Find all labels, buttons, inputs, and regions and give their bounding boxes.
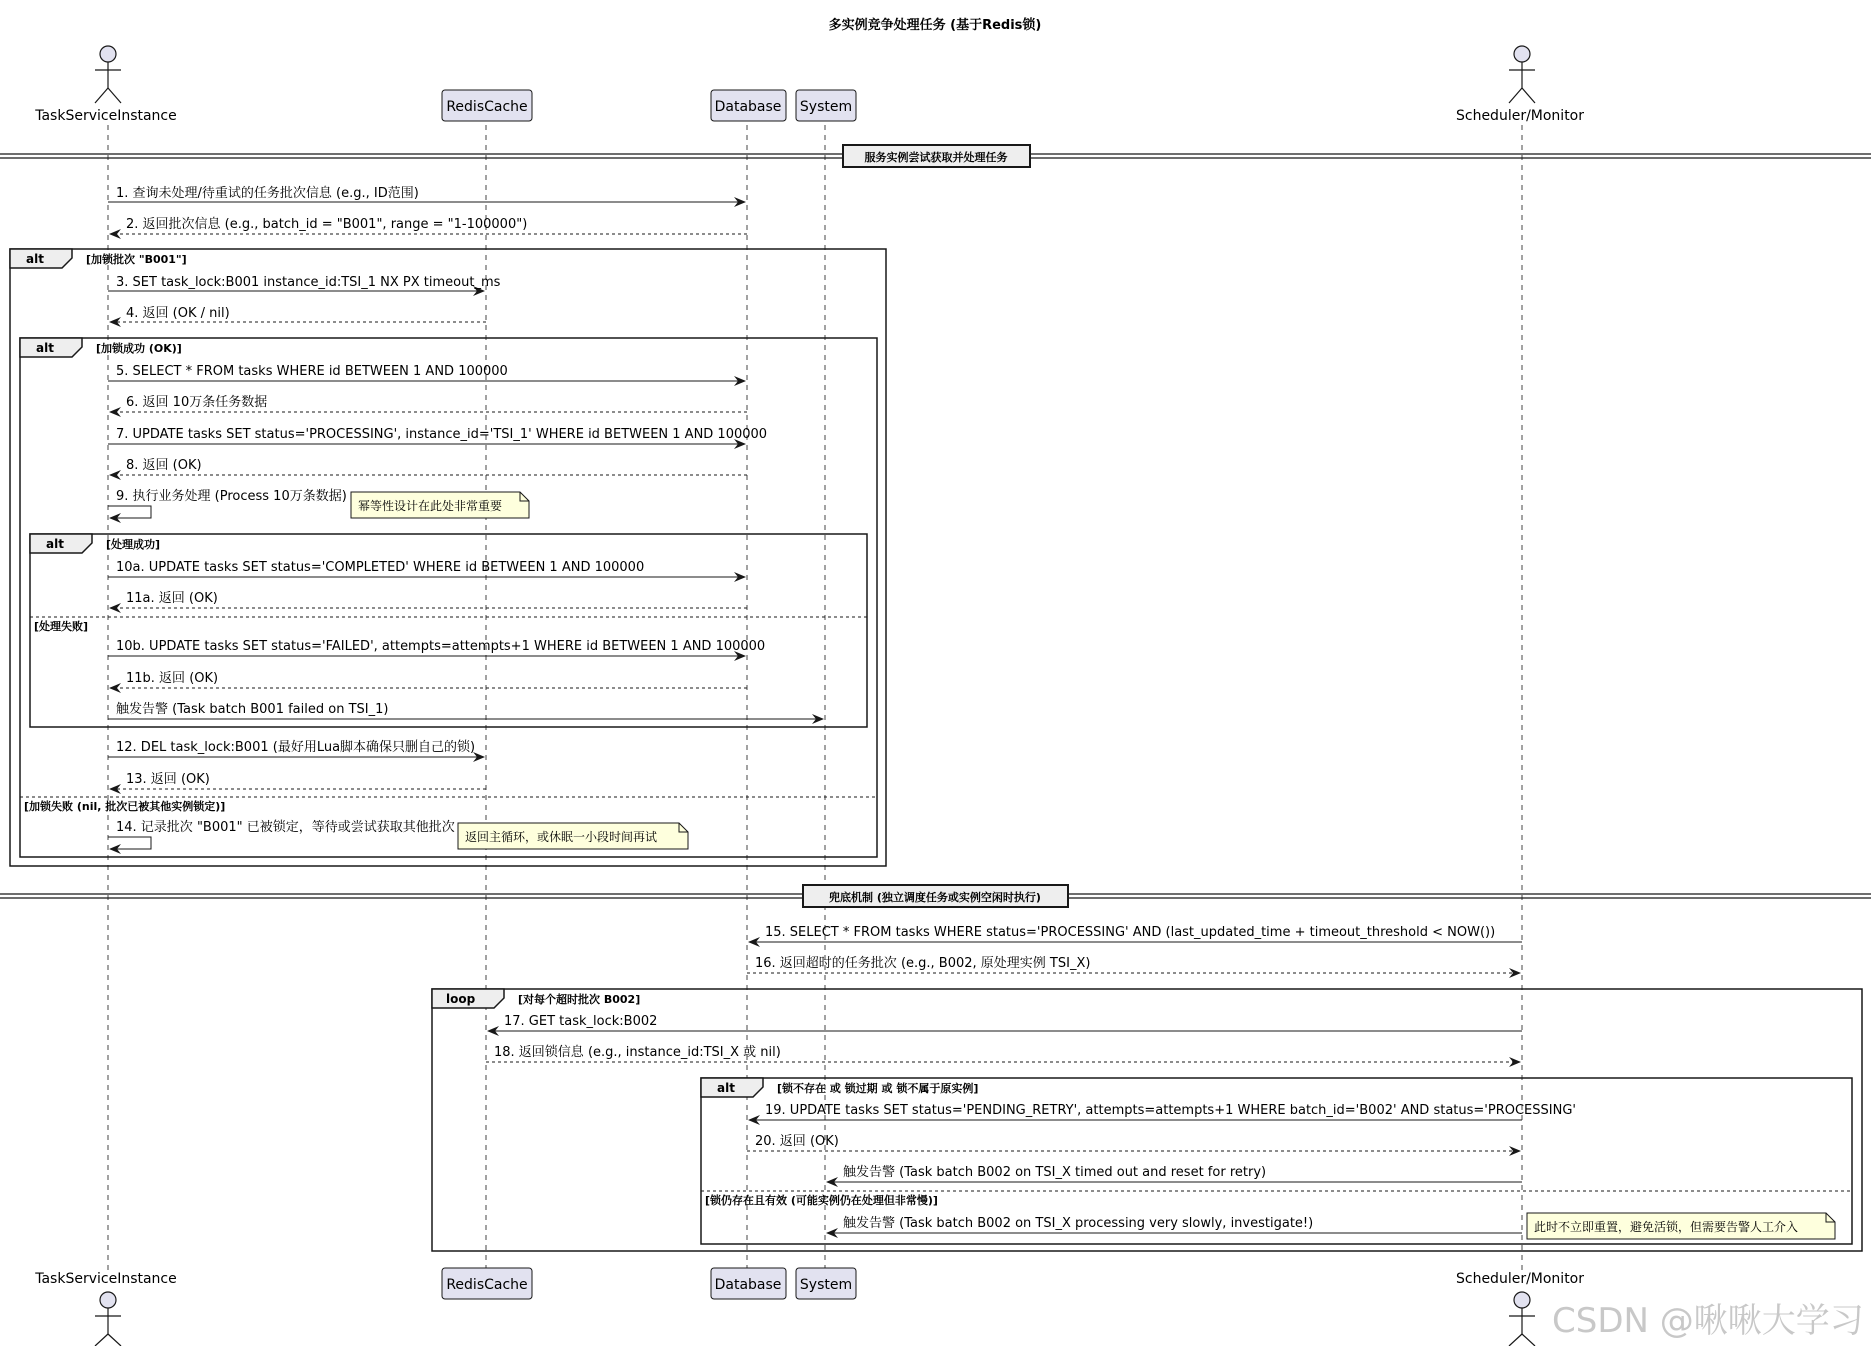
message-m7: 7. UPDATE tasks SET status='PROCESSING', instance_id='TSI_1' WHERE id BETWEEN 1 AND 100000 — [116, 427, 768, 442]
message-m10a: 10a. UPDATE tasks SET status='COMPLETED' WHERE id BETWEEN 1 AND 100000 — [116, 560, 645, 575]
diagram-title: 多实例竞争处理任务 (基于Redis锁) — [828, 18, 1042, 33]
divider-1 — [0, 145, 1871, 167]
fragment-alt-lock-check-guard: [锁不存在 或 锁过期 或 锁不属于原实例] — [777, 1082, 979, 1095]
message-m8: 8. 返回 (OK) — [126, 458, 202, 473]
fragment-alt-process-result-guard: [处理成功] — [106, 538, 161, 551]
arrow-m14-self — [108, 837, 151, 849]
participant-scheduler-monitor-label-bottom: Scheduler/Monitor — [1455, 1271, 1585, 1287]
fragment-alt-process-result-else: [处理失败] — [34, 620, 89, 633]
message-m2: 2. 返回批次信息 (e.g., batch_id = "B001", range = "1-100000") — [126, 217, 528, 232]
participant-system-label: System — [799, 99, 853, 115]
message-alert2: 触发告警 (Task batch B002 on TSI_X timed out and reset for retry) — [843, 1165, 1267, 1180]
svg-text:alt: alt — [46, 537, 64, 551]
participant-database-label: Database — [714, 99, 782, 115]
message-m6: 6. 返回 10万条任务数据 — [126, 395, 268, 410]
message-m19: 19. UPDATE tasks SET status='PENDING_RETRY', attempts=attempts+1 WHERE batch_id='B002' AND status='PROCESSING' — [765, 1103, 1576, 1118]
participant-system-label-bottom: System — [799, 1277, 853, 1293]
message-m1: 1. 查询未处理/待重试的任务批次信息 (e.g., ID范围) — [116, 186, 419, 201]
participant-task-service-instance-label: TaskServiceInstance — [35, 108, 177, 124]
message-m18: 18. 返回锁信息 (e.g., instance_id:TSI_X 或 nil) — [494, 1045, 781, 1060]
fragment-alt-lock-result-guard: [加锁成功 (OK)] — [96, 342, 182, 355]
message-alert3: 触发告警 (Task batch B002 on TSI_X processing very slowly, investigate!) — [843, 1216, 1314, 1231]
svg-text:alt: alt — [717, 1081, 735, 1095]
message-alert1: 触发告警 (Task batch B001 failed on TSI_1) — [116, 702, 389, 717]
message-m14: 14. 记录批次 "B001" 已被锁定，等待或尝试获取其他批次 — [116, 820, 455, 835]
message-m9: 9. 执行业务处理 (Process 10万条数据) — [116, 489, 347, 504]
svg-text:alt: alt — [36, 341, 54, 355]
message-m10b: 10b. UPDATE tasks SET status='FAILED', attempts=attempts+1 WHERE id BETWEEN 1 AND 100000 — [116, 639, 766, 654]
message-m12: 12. DEL task_lock:B001 (最好用Lua脚本确保只删自己的锁) — [116, 740, 476, 755]
participant-redis-cache-label-bottom: RedisCache — [446, 1277, 528, 1293]
message-m4: 4. 返回 (OK / nil) — [126, 306, 230, 321]
actor-scheduler-monitor-bottom — [1509, 1292, 1535, 1346]
message-m15: 15. SELECT * FROM tasks WHERE status='PROCESSING' AND (last_updated_time + timeout_threshold < NOW()) — [765, 925, 1496, 940]
divider-1-label: 服务实例尝试获取并处理任务 — [864, 151, 1008, 164]
message-m17: 17. GET task_lock:B002 — [504, 1014, 658, 1029]
message-m3: 3. SET task_lock:B001 instance_id:TSI_1 NX PX timeout_ms — [116, 275, 501, 290]
message-m11b: 11b. 返回 (OK) — [126, 671, 219, 686]
actor-task-service-instance-top — [95, 46, 121, 103]
message-m13: 13. 返回 (OK) — [126, 772, 210, 787]
fragment-alt-lock-check-else: [锁仍存在且有效 (可能实例仍在处理但非常慢)] — [705, 1194, 938, 1207]
divider-2-label: 兜底机制 (独立调度任务或实例空闲时执行) — [829, 891, 1041, 904]
svg-text:loop: loop — [446, 992, 476, 1006]
message-m16: 16. 返回超时的任务批次 (e.g., B002, 原处理实例 TSI_X) — [755, 956, 1091, 971]
fragment-alt-lock-result-else: [加锁失败 (nil, 批次已被其他实例锁定)] — [24, 800, 226, 813]
fragment-alt-lock-batch-guard: [加锁批次 "B001"] — [86, 253, 187, 266]
participant-task-service-instance-label-bottom: TaskServiceInstance — [35, 1271, 177, 1287]
message-m11a: 11a. 返回 (OK) — [126, 591, 218, 606]
svg-text:返回主循环，或休眠一小段时间再试: 返回主循环，或休眠一小段时间再试 — [465, 830, 658, 844]
participant-scheduler-monitor-label: Scheduler/Monitor — [1455, 108, 1585, 124]
actor-scheduler-monitor-top — [1509, 46, 1535, 103]
divider-2 — [0, 885, 1871, 907]
message-m20: 20. 返回 (OK) — [755, 1134, 839, 1149]
participant-redis-cache-label: RedisCache — [446, 99, 528, 115]
message-m5: 5. SELECT * FROM tasks WHERE id BETWEEN 1 AND 100000 — [116, 364, 508, 379]
fragment-loop-guard: [对每个超时批次 B002] — [518, 993, 641, 1006]
note-manual-intervention — [1527, 1213, 1835, 1239]
actor-task-service-instance-bottom — [95, 1292, 121, 1346]
watermark: CSDN @啾啾大学习 — [1552, 1301, 1864, 1341]
arrow-m9-self — [108, 506, 151, 518]
participant-database-label-bottom: Database — [714, 1277, 782, 1293]
note-retry-later — [458, 823, 688, 849]
svg-text:幂等性设计在此处非常重要: 幂等性设计在此处非常重要 — [358, 499, 503, 513]
note-idempotency — [351, 492, 529, 518]
svg-text:alt: alt — [26, 252, 44, 266]
messages — [108, 185, 1576, 1233]
svg-text:此时不立即重置，避免活锁，但需要告警人工介入: 此时不立即重置，避免活锁，但需要告警人工介入 — [1534, 1220, 1799, 1234]
